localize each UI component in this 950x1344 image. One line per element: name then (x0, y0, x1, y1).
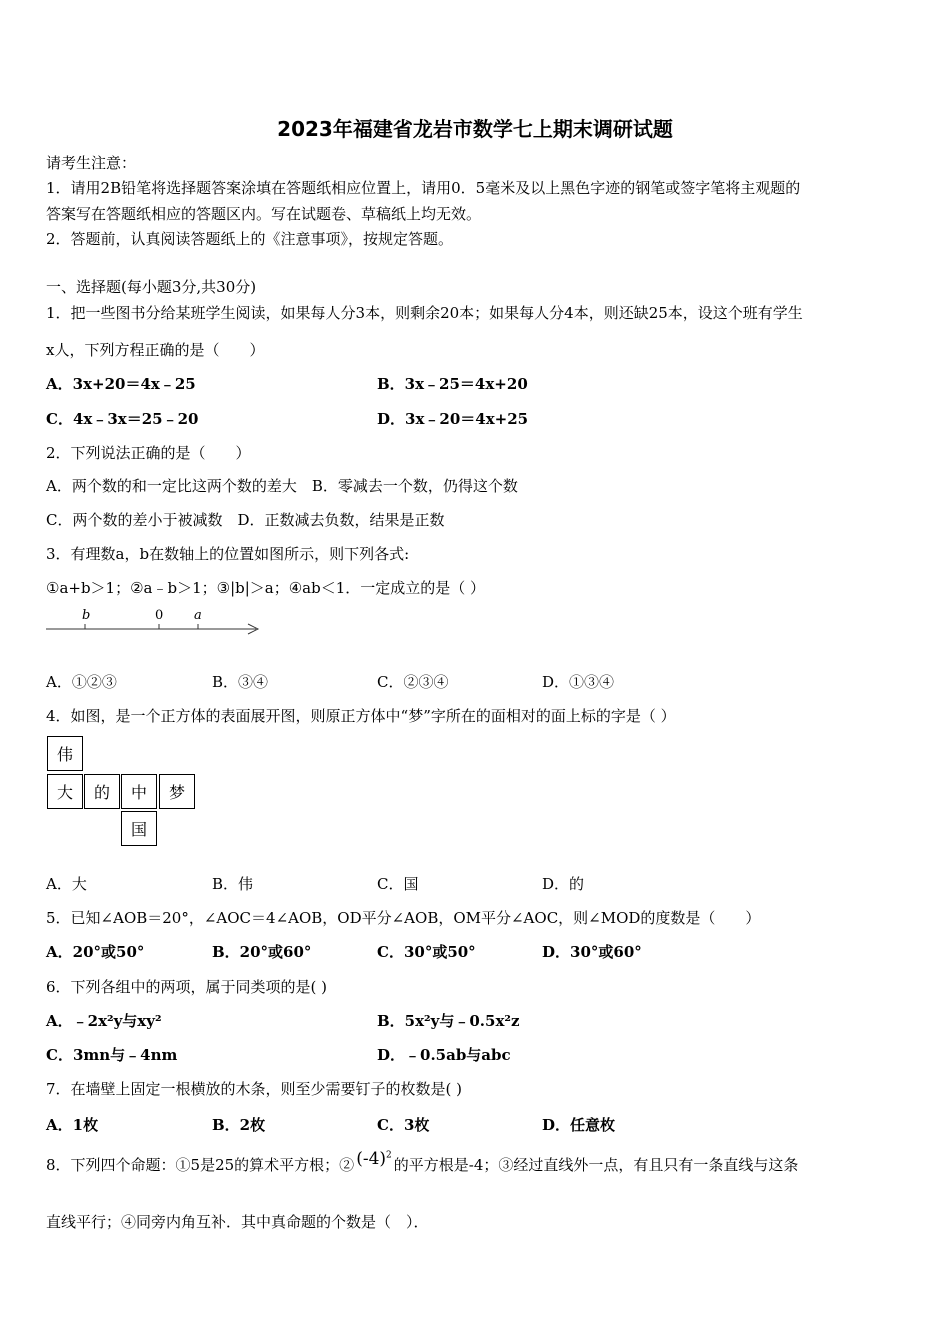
q1-option-c: C．4x﹣3x＝25﹣20 (46, 410, 199, 428)
q3-option-c: C．②③④ (377, 673, 449, 691)
q6-option-b: B．5x²y与﹣0.5x²z (377, 1012, 520, 1030)
notice-heading: 请考生注意： (46, 154, 137, 172)
q8-expression-exponent: 2 (386, 1150, 392, 1161)
net-cell-zhong: 中 (121, 774, 157, 809)
q3-option-b: B．③④ (212, 673, 269, 691)
q8-expression (354, 1149, 394, 1169)
label-b: b (82, 608, 91, 623)
q7-stem: 7．在墙壁上固定一根横放的木条，则至少需要钉子的枚数是( ) (46, 1080, 463, 1098)
q6-option-c: C．3mn与﹣4nm (46, 1046, 178, 1064)
q5-option-d: D．30°或60° (542, 943, 642, 961)
q1-stem-line2: x人，下列方程正确的是（ ） (46, 341, 265, 359)
q8-stem-line1 (46, 1149, 799, 1175)
q4-option-a: A．大 (46, 875, 87, 893)
label-a: a (194, 608, 202, 623)
number-line-figure (44, 604, 266, 638)
notice-line-1: 1．请用2B铅笔将选择题答案涂填在答题纸相应位置上，请用0．5毫米及以上黑色字迹的钢笔或签字笔将主观题的 (46, 179, 801, 197)
q2-stem: 2．下列说法正确的是（ ） (46, 444, 251, 462)
q8-stem-part-a: 8．下列四个命题：①5是25的算术平方根；② (46, 1156, 355, 1174)
q4-stem: 4．如图，是一个正方体的表面展开图，则原正方体中“梦”字所在的面相对的面上标的字是（ ） (46, 707, 676, 725)
q6-stem: 6．下列各组中的两项，属于同类项的是( ) (46, 978, 328, 996)
q6-option-a: A．﹣2x²y与xy² (46, 1012, 162, 1030)
q2-options-ab: A．两个数的和一定比这两个数的差大 B．零减去一个数，仍得这个数 (46, 477, 518, 495)
q3-items: ①a+b＞1；②a﹣b＞1；③|b|＞a；④ab＜1．一定成立的是（ ） (46, 579, 486, 597)
q3-option-a: A．①②③ (46, 673, 117, 691)
q5-option-c: C．30°或50° (377, 943, 476, 961)
label-zero: 0 (155, 608, 164, 623)
section-heading: 一、选择题(每小题3分,共30分) (46, 278, 257, 296)
q3-stem: 3．有理数a，b在数轴上的位置如图所示，则下列各式: (46, 545, 410, 563)
notice-line-1b: 答案写在答题纸相应的答题区内。写在试题卷、草稿纸上均无效。 (46, 205, 482, 223)
notice-line-2: 2．答题前，认真阅读答题纸上的《注意事项》，按规定答题。 (46, 230, 454, 248)
q3-option-d: D．①③④ (542, 673, 615, 691)
q7-option-d: D．任意枚 (542, 1116, 616, 1134)
net-cell-da: 大 (47, 774, 83, 809)
q5-option-a: A．20°或50° (46, 943, 145, 961)
q4-option-c: C．国 (377, 875, 419, 893)
q1-stem-line1: 1．把一些图书分给某班学生阅读，如果每人分3本，则剩余20本；如果每人分4本，则还缺25本，设这个班有学生 (46, 304, 803, 322)
net-cell-guo: 国 (121, 811, 157, 846)
q4-option-d: D．的 (542, 875, 585, 893)
q2-options-cd: C．两个数的差小于被减数 D．正数减去负数，结果是正数 (46, 511, 445, 529)
q5-option-b: B．20°或60° (212, 943, 312, 961)
q8-expression-base: (-4) (356, 1149, 387, 1169)
q4-option-b: B．伟 (212, 875, 254, 893)
q7-option-b: B．2枚 (212, 1116, 266, 1134)
q7-option-a: A．1枚 (46, 1116, 99, 1134)
page-title: 2023年福建省龙岩市数学七上期末调研试题 (277, 117, 673, 141)
q1-option-a: A．3x+20＝4x﹣25 (46, 375, 196, 393)
q1-option-d: D．3x﹣20＝4x+25 (377, 410, 529, 428)
net-cell-de: 的 (84, 774, 120, 809)
q5-stem: 5．已知∠AOB＝20°，∠AOC＝4∠AOB，OD平分∠AOB，OM平分∠AOC，则∠MOD的度数是（ ） (46, 909, 761, 927)
net-cell-meng: 梦 (159, 774, 195, 809)
q8-stem-part-b: 的平方根是-4；③经过直线外一点，有且只有一条直线与这条 (393, 1156, 799, 1174)
net-cell-wei: 伟 (47, 736, 83, 771)
q8-stem-line2: 直线平行；④同旁内角互补．其中真命题的个数是（ ）． (46, 1213, 429, 1231)
q1-option-b: B．3x﹣25＝4x+20 (377, 375, 528, 393)
q6-option-d: D．﹣0.5ab与abc (377, 1046, 511, 1064)
q7-option-c: C．3枚 (377, 1116, 430, 1134)
